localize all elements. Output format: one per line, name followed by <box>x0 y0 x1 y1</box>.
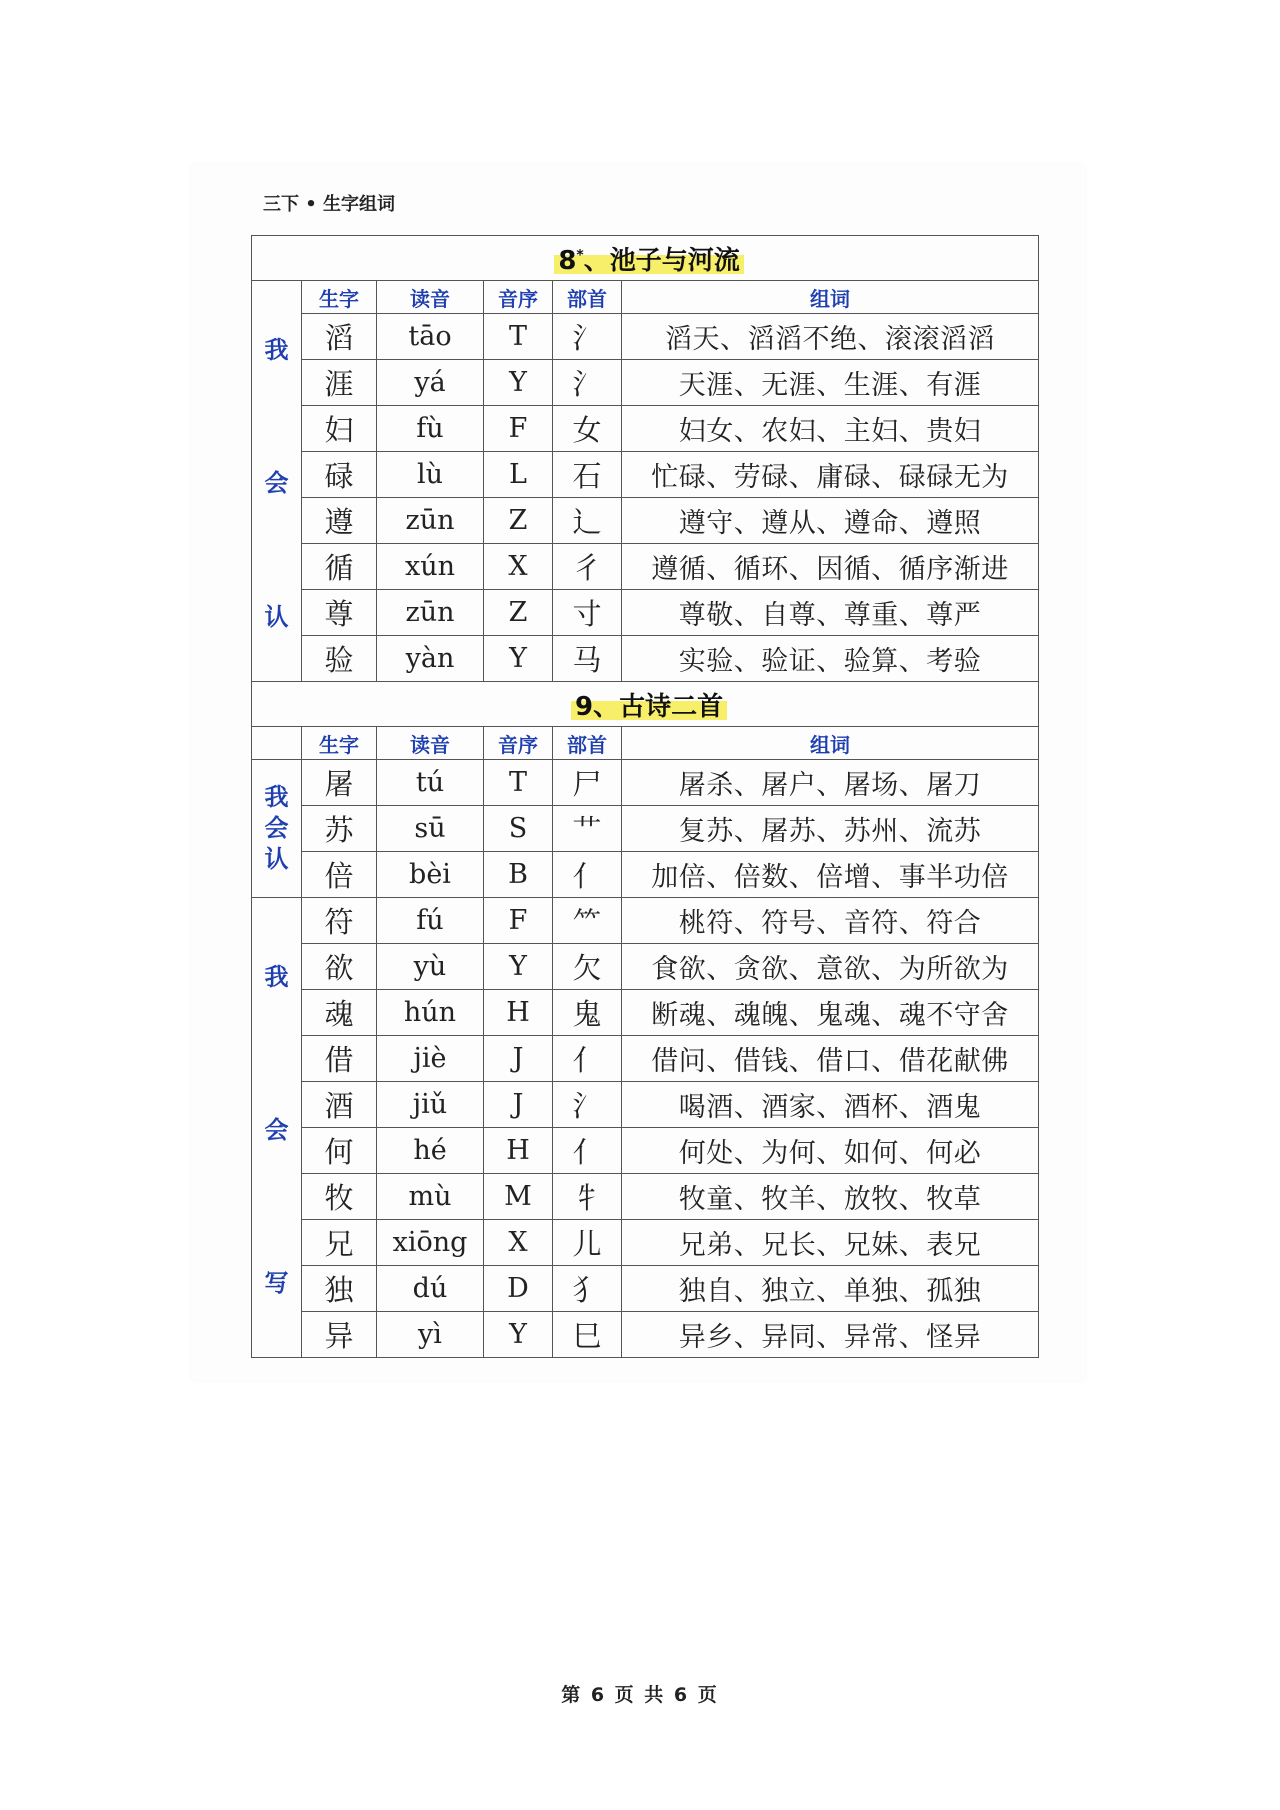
table-row <box>252 1082 1039 1128</box>
pinyin-cell: xún <box>377 544 484 590</box>
group-label-stack <box>252 281 301 681</box>
radical-cell: ⺮ <box>553 898 622 944</box>
word-group-cell: 屠杀、屠户、屠场、屠刀 <box>622 760 1039 806</box>
group-label <box>252 281 302 682</box>
lesson-mark: * <box>576 246 584 263</box>
pinyin-cell: yì <box>377 1312 484 1358</box>
letter-order-cell: D <box>484 1266 553 1312</box>
radical-cell: 石 <box>553 452 622 498</box>
word-group-cell: 喝酒、酒家、酒杯、酒鬼 <box>622 1082 1039 1128</box>
letter-order-cell: Y <box>484 360 553 406</box>
header-words: 组词 <box>622 281 1039 314</box>
pinyin-cell: yá <box>377 360 484 406</box>
header-order: 音序 <box>484 281 553 314</box>
word-group-cell: 独自、独立、单独、孤独 <box>622 1266 1039 1312</box>
header-order: 音序 <box>484 727 553 760</box>
character-cell: 异 <box>302 1312 377 1358</box>
header-words: 组词 <box>622 727 1039 760</box>
lesson-title-cell <box>252 682 1039 727</box>
lesson-number: 9、古诗二首 <box>574 691 724 722</box>
header-pinyin: 读音 <box>377 727 484 760</box>
radical-cell: 鬼 <box>553 990 622 1036</box>
character-cell: 滔 <box>302 314 377 360</box>
pinyin-cell: fú <box>377 898 484 944</box>
letter-order-cell: Z <box>484 498 553 544</box>
radical-cell: 氵 <box>553 314 622 360</box>
pinyin-cell: mù <box>377 1174 484 1220</box>
word-group-cell: 遵循、循环、因循、循序渐进 <box>622 544 1039 590</box>
table-row <box>252 1128 1039 1174</box>
table-row <box>252 498 1039 544</box>
character-cell: 循 <box>302 544 377 590</box>
radical-cell: 亻 <box>553 1036 622 1082</box>
character-cell: 符 <box>302 898 377 944</box>
letter-order-cell: Y <box>484 944 553 990</box>
table-row <box>252 990 1039 1036</box>
lesson-number: 8 <box>558 245 577 276</box>
radical-cell: 巳 <box>553 1312 622 1358</box>
table-row <box>252 314 1039 360</box>
letter-order-cell: Y <box>484 1312 553 1358</box>
group-label-char: 会 <box>264 1116 289 1144</box>
pinyin-cell: xiōng <box>377 1220 484 1266</box>
radical-cell: 犭 <box>553 1266 622 1312</box>
radical-cell: 牜 <box>553 1174 622 1220</box>
page-footer: 第 6 页 共 6 页 <box>561 1684 719 1706</box>
word-group-cell: 天涯、无涯、生涯、有涯 <box>622 360 1039 406</box>
table-row <box>252 544 1039 590</box>
letter-order-cell: L <box>484 452 553 498</box>
lesson-title-row <box>252 682 1039 727</box>
character-cell: 尊 <box>302 590 377 636</box>
table-row <box>252 1266 1039 1312</box>
word-group-cell: 忙碌、劳碌、庸碌、碌碌无为 <box>622 452 1039 498</box>
table-row <box>252 590 1039 636</box>
table-row <box>252 1036 1039 1082</box>
character-cell: 酒 <box>302 1082 377 1128</box>
pinyin-cell: fù <box>377 406 484 452</box>
word-group-cell: 滔天、滔滔不绝、滚滚滔滔 <box>622 314 1039 360</box>
character-cell: 涯 <box>302 360 377 406</box>
pinyin-cell: jiǔ <box>377 1082 484 1128</box>
pinyin-cell: bèi <box>377 852 484 898</box>
group-label-char: 认 <box>264 845 289 874</box>
column-header-row <box>252 727 1039 760</box>
letter-order-cell: T <box>484 760 553 806</box>
word-group-cell: 加倍、倍数、倍增、事半功倍 <box>622 852 1039 898</box>
header-group-cell <box>252 727 302 760</box>
letter-order-cell: J <box>484 1082 553 1128</box>
table-row <box>252 406 1039 452</box>
lesson-title <box>571 686 727 723</box>
radical-cell: 艹 <box>553 806 622 852</box>
letter-order-cell: T <box>484 314 553 360</box>
group-label-char: 写 <box>264 1269 289 1297</box>
lesson-title-row <box>252 236 1039 281</box>
character-cell: 何 <box>302 1128 377 1174</box>
radical-cell: 尸 <box>553 760 622 806</box>
word-group-cell: 食欲、贪欲、意欲、为所欲为 <box>622 944 1039 990</box>
pinyin-cell: tú <box>377 760 484 806</box>
letter-order-cell: H <box>484 1128 553 1174</box>
letter-order-cell: H <box>484 990 553 1036</box>
letter-order-cell: Y <box>484 636 553 682</box>
word-group-cell: 尊敬、自尊、尊重、尊严 <box>622 590 1039 636</box>
word-group-cell: 遵守、遵从、遵命、遵照 <box>622 498 1039 544</box>
word-group-cell: 实验、验证、验算、考验 <box>622 636 1039 682</box>
radical-cell: 马 <box>553 636 622 682</box>
group-label-char: 我 <box>264 336 289 365</box>
word-group-cell: 妇女、农妇、主妇、贵妇 <box>622 406 1039 452</box>
character-cell: 兄 <box>302 1220 377 1266</box>
lesson-title <box>554 240 743 277</box>
lesson-title-cell <box>252 236 1039 281</box>
table-row <box>252 806 1039 852</box>
table-row <box>252 852 1039 898</box>
word-group-cell: 兄弟、兄长、兄妹、表兄 <box>622 1220 1039 1266</box>
character-cell: 遵 <box>302 498 377 544</box>
radical-cell: 欠 <box>553 944 622 990</box>
table-row <box>252 760 1039 806</box>
group-label-char: 认 <box>264 602 289 631</box>
character-cell: 借 <box>302 1036 377 1082</box>
table-row <box>252 1312 1039 1358</box>
group-label <box>252 898 302 1358</box>
group-label-char: 会 <box>264 469 289 498</box>
radical-cell: 亻 <box>553 1128 622 1174</box>
character-cell: 妇 <box>302 406 377 452</box>
character-cell: 验 <box>302 636 377 682</box>
pinyin-cell: tāo <box>377 314 484 360</box>
pinyin-cell: zūn <box>377 498 484 544</box>
character-cell: 牧 <box>302 1174 377 1220</box>
radical-cell: 女 <box>553 406 622 452</box>
word-group-cell: 牧童、牧羊、放牧、牧草 <box>622 1174 1039 1220</box>
group-label-char: 我 <box>264 963 289 991</box>
radical-cell: 辶 <box>553 498 622 544</box>
letter-order-cell: S <box>484 806 553 852</box>
word-group-cell: 复苏、屠苏、苏州、流苏 <box>622 806 1039 852</box>
letter-order-cell: X <box>484 544 553 590</box>
pinyin-cell: yù <box>377 944 484 990</box>
radical-cell: 寸 <box>553 590 622 636</box>
word-group-cell: 桃符、符号、音符、符合 <box>622 898 1039 944</box>
pinyin-cell: yàn <box>377 636 484 682</box>
table-row <box>252 1174 1039 1220</box>
header-char: 生字 <box>302 727 377 760</box>
group-label-char: 我 <box>264 782 289 811</box>
table-row <box>252 452 1039 498</box>
pinyin-cell: sū <box>377 806 484 852</box>
group-label-stack <box>252 898 301 1357</box>
radical-cell: 亻 <box>553 852 622 898</box>
radical-cell: 儿 <box>553 1220 622 1266</box>
lesson-name: 、池子与河流 <box>583 245 740 276</box>
letter-order-cell: F <box>484 406 553 452</box>
group-label-stack <box>252 782 301 876</box>
pinyin-cell: hé <box>377 1128 484 1174</box>
pinyin-cell: zūn <box>377 590 484 636</box>
word-group-cell: 异乡、异同、异常、怪异 <box>622 1312 1039 1358</box>
word-group-cell: 何处、为何、如何、何必 <box>622 1128 1039 1174</box>
pinyin-cell: hún <box>377 990 484 1036</box>
group-label-char: 会 <box>264 813 289 842</box>
table-row <box>252 1220 1039 1266</box>
pinyin-cell: jiè <box>377 1036 484 1082</box>
letter-order-cell: J <box>484 1036 553 1082</box>
radical-cell: 氵 <box>553 1082 622 1128</box>
letter-order-cell: X <box>484 1220 553 1266</box>
table-row <box>252 360 1039 406</box>
letter-order-cell: Z <box>484 590 553 636</box>
document-header: 三下 • 生字组词 <box>263 194 396 215</box>
character-cell: 屠 <box>302 760 377 806</box>
character-cell: 苏 <box>302 806 377 852</box>
pinyin-cell: lù <box>377 452 484 498</box>
character-cell: 欲 <box>302 944 377 990</box>
letter-order-cell: M <box>484 1174 553 1220</box>
pinyin-cell: dú <box>377 1266 484 1312</box>
table-row <box>252 636 1039 682</box>
header-radical: 部首 <box>553 281 622 314</box>
vocabulary-table <box>251 235 1039 1358</box>
character-cell: 倍 <box>302 852 377 898</box>
word-group-cell: 断魂、魂魄、鬼魂、魂不守舍 <box>622 990 1039 1036</box>
character-cell: 碌 <box>302 452 377 498</box>
column-header-row <box>252 281 1039 314</box>
header-char: 生字 <box>302 281 377 314</box>
character-cell: 魂 <box>302 990 377 1036</box>
table-row <box>252 898 1039 944</box>
radical-cell: 彳 <box>553 544 622 590</box>
character-cell: 独 <box>302 1266 377 1312</box>
letter-order-cell: F <box>484 898 553 944</box>
header-pinyin: 读音 <box>377 281 484 314</box>
group-label <box>252 760 302 898</box>
letter-order-cell: B <box>484 852 553 898</box>
table-row <box>252 944 1039 990</box>
word-group-cell: 借问、借钱、借口、借花献佛 <box>622 1036 1039 1082</box>
header-radical: 部首 <box>553 727 622 760</box>
radical-cell: 氵 <box>553 360 622 406</box>
